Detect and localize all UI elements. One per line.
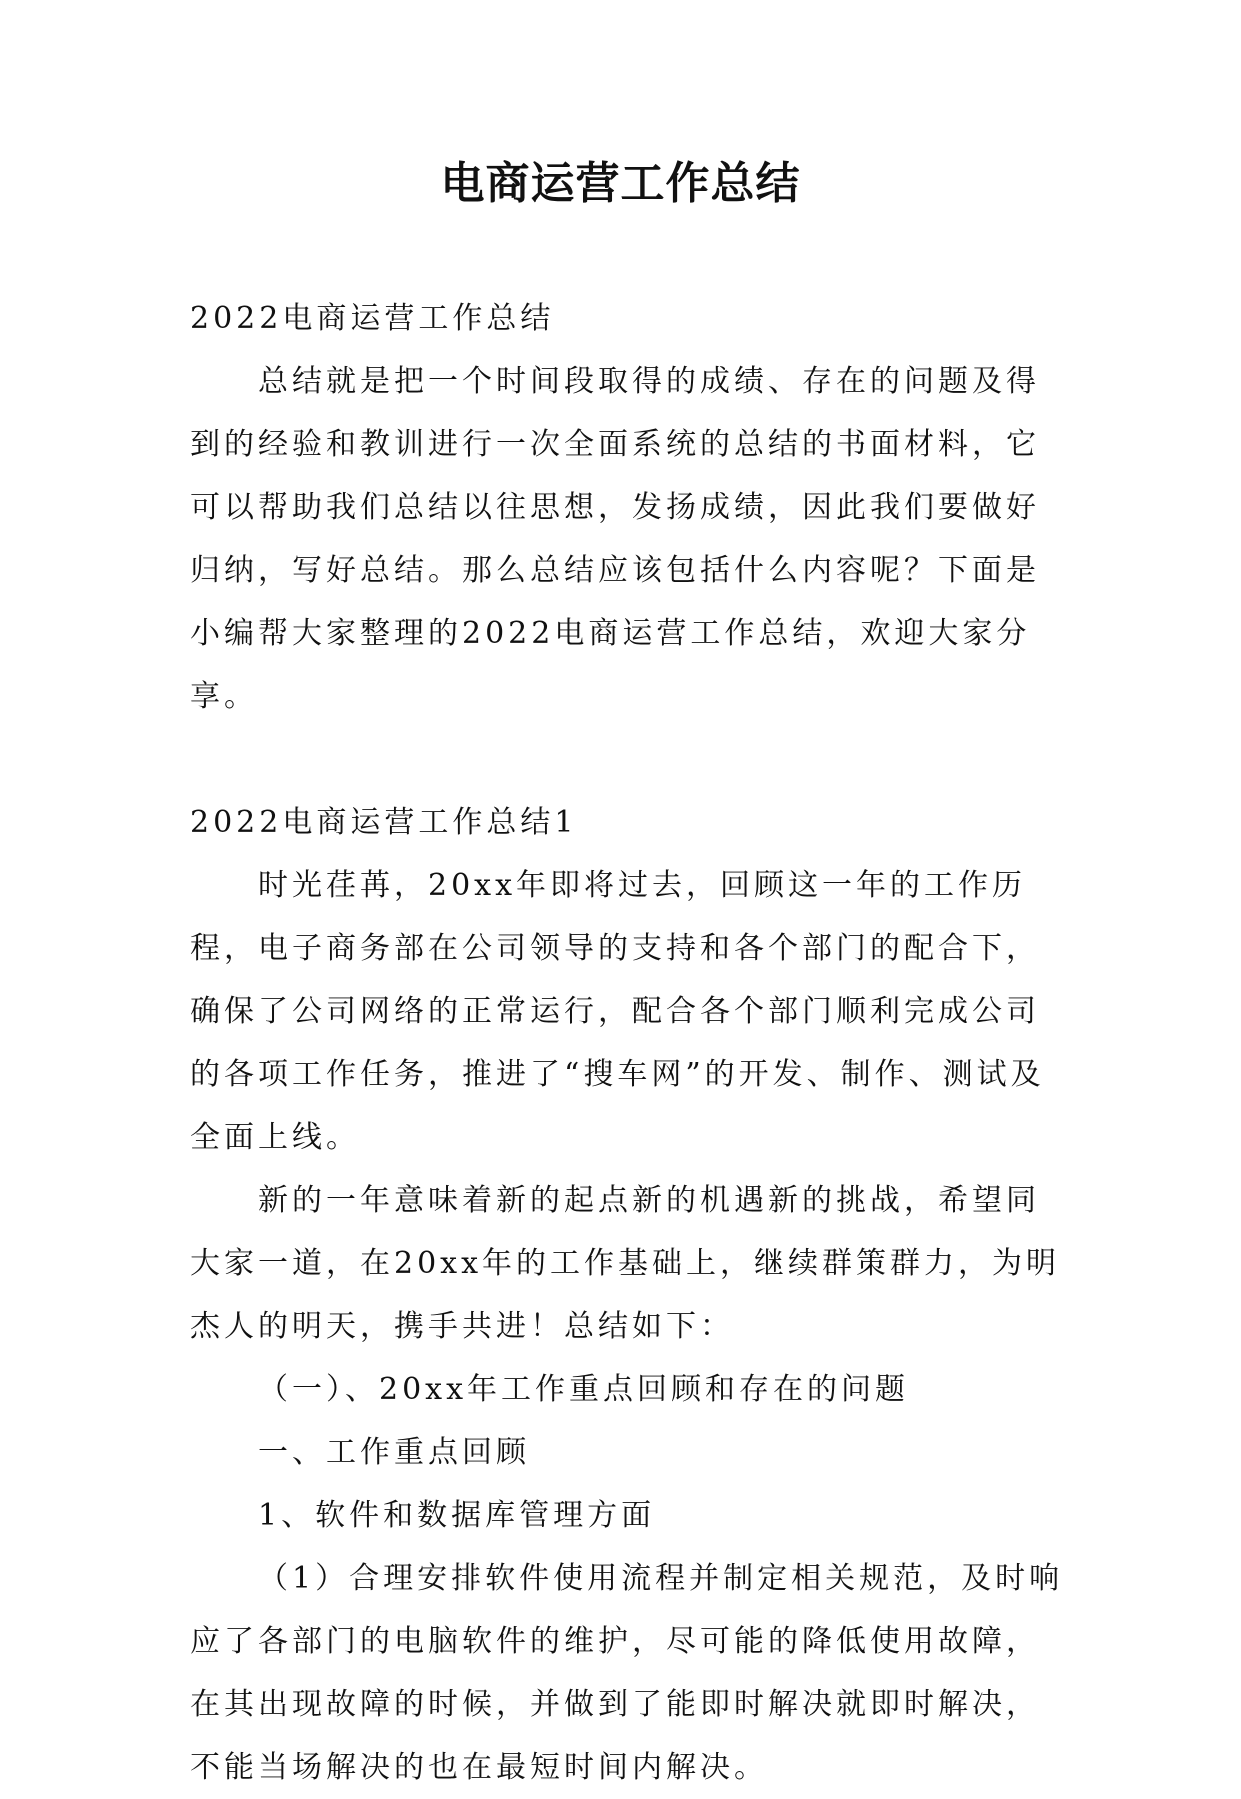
section-heading: 2022电商运营工作总结1 <box>190 805 578 840</box>
subheading: （一）、20xx年工作重点回顾和存在的问题 <box>258 1372 910 1407</box>
paragraph-spacer <box>190 728 1070 791</box>
paragraph: 总结就是把一个时间段取得的成绩、存在的问题及得到的经验和教训进行一次全面系统的总结的书面材料，它可以帮助我们总结以往思想，发扬成绩，因此我们要做好归纳，写好总结。那么总结应该包括什么内容呢？下面是小编帮大家整理的2022电商运营工作总结，欢迎大家分享。 <box>190 364 1040 714</box>
paragraph: （1）合理安排软件使用流程并制定相关规范，及时响应了各部门的电脑软件的维护，尽可能的降低使用故障，在其出现故障的时候，并做到了能即时解决就即时解决，不能当场解决的也在最短时间内解决。 <box>190 1561 1064 1785</box>
subheading: 1、软件和数据库管理方面 <box>258 1498 656 1533</box>
subheading: 一、工作重点回顾 <box>258 1435 530 1470</box>
section-heading: 2022电商运营工作总结 <box>190 301 555 336</box>
paragraph: 时光荏苒，20xx年即将过去，回顾这一年的工作历程，电子商务部在公司领导的支持和各个部门的配合下，确保了公司网络的正常运行，配合各个部门顺利完成公司的各项工作任务，推进了“搜车网”的开发、制作、测试及全面上线。 <box>190 868 1045 1155</box>
document-body <box>190 287 1070 1799</box>
document-title: 电商运营工作总结 <box>440 158 801 209</box>
paragraph: 新的一年意味着新的起点新的机遇新的挑战，希望同大家一道，在20xx年的工作基础上，继续群策群力，为明杰人的明天，携手共进！总结如下： <box>190 1183 1061 1344</box>
